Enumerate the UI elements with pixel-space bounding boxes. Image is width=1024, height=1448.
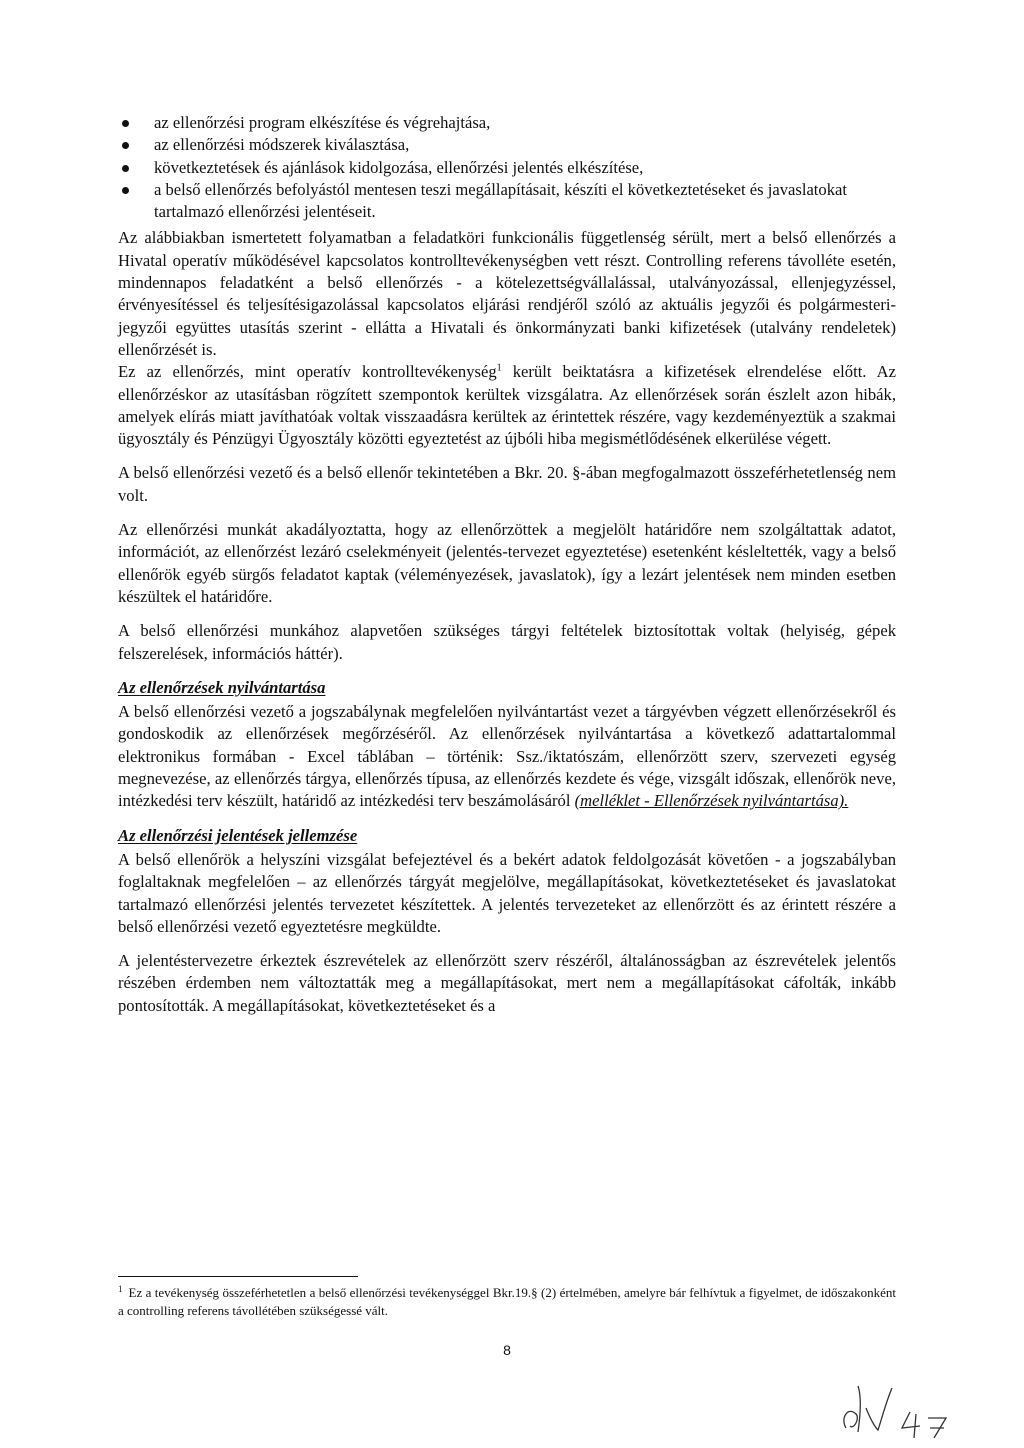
list-item: a belső ellenőrzés befolyástól mentesen teszi megállapításait, készíti el következtetéseket és javaslatokat tartalmazó ellenőrzési jelentéseit. xyxy=(118,179,896,224)
paragraph-text: A belső ellenőrzési vezető a jogszabálynak megfelelően nyilvántartást vezet a tárgyévben végzett ellenőrzésekről és gondoskodik az ellenőrzések megőrzéséről. Az ellenőrzések nyilvántartása a következő adattartalommal elektronikus formában - Excel táblában – történik: Ssz./iktatószám, ellenőrzött szerv, szervezeti egység megnevezése, az ellenőrzés tárgya, ellenőrzés típusa, az ellenőrzés kezdete és vége, vizsgált időszak, ellenőrök neve, intézkedési terv készült, határidő az intézkedési terv beszámolásáról xyxy=(118,702,896,811)
paragraph-reports: A belső ellenőrök a helyszíni vizsgálat befejeztével és a bekért adatok feldolgozását követően - a jogszabályban foglaltaknak megfelelően – az ellenőrzés tárgyát megjelölve, megállapításokat, következtetéseket és javaslatokat tartalmazó ellenőrzési jelentés tervezetet készítettek. A jelentés tervezeteket az ellenőrzött és az érintett részére a belső ellenőrzési vezető egyeztetésre megküldte. xyxy=(118,849,896,936)
footnote-marker: 1 xyxy=(118,1283,123,1294)
paragraph-text: Ez az ellenőrzés, mint operatív kontrolltevékenység xyxy=(118,362,497,382)
paragraph-obstacles: Az ellenőrzési munkát akadályoztatta, hogy az ellenőrzöttek a megjelölt határidőre nem szolgáltattak adatot, információt, az ellenőrzést lezáró cselekményeit (jelentés-tervezet egyeztetése) esetenként késleltették, vagy a belső ellenőrök egyéb sürgős feladatot kaptak (véleményezések, javaslatok), így a lezárt jelentések nem minden esetben készültek el határidőre. xyxy=(118,520,896,606)
footnote-divider xyxy=(118,1276,358,1277)
footnote-text: Ez a tevékenység összeférhetetlen a belső ellenőrzési tevékenységgel Bkr.19.§ (2) értelmében, amelyre bár felhívtuk a figyelmet, de időszakonként a controlling referens távollétében szükségessé vált. xyxy=(118,1285,896,1318)
paragraph-independence: Az alábbiakban ismertetett folyamatban a feladatköri funkcionális függetlenség sérült, mert a belső ellenőrzés a Hivatal operatív működésével kapcsolatos kontrolltevékenységben vett részt. Controlling referens távolléte esetén, mindennapos feladatként a belső ellenőrzés - a kötelezettségvállalással, utalványozással, ellenjegyzéssel, érvényesítéssel és teljesítésigazolással kapcsolatos eljárási rendjéről szóló az aktuális jegyzői és polgármesteri-jegyzői együttes utasítás szerint - ellátta a Hivatali és önkormányzati banki kifizetések (utalvány rendeletek) ellenőrzését is. xyxy=(118,228,896,359)
footnote xyxy=(118,1284,896,1320)
footnote-reference[interactable]: 1 xyxy=(496,362,502,374)
paragraph-text: került beiktatásra a kifizetések elrendelése előtt. Az ellenőrzéskor az utasításban rögzített szempontok kerültek vizsgálatra. Az ellenőrzések során észlelt azon hibák, amelyek elírás miatt javíthatóak voltak visszaadásra kerültek az érintettek részére, vagy kezdeményeztük a szakmai ügyosztály és Pénzügyi Ügyosztály közötti egyeztetést az újbóli hiba megismétlődésének elkerülése végett. xyxy=(118,362,897,449)
paragraph-operative-control xyxy=(118,361,896,450)
list-item: következtetések és ajánlások kidolgozása, ellenőrzési jelentés elkészítése, xyxy=(118,157,896,179)
list-item: az ellenőrzési program elkészítése és végrehajtása, xyxy=(118,112,896,134)
list-item: az ellenőrzési módszerek kiválasztása, xyxy=(118,134,896,156)
handwritten-signature xyxy=(836,1378,966,1440)
annex-reference[interactable]: (melléklet - Ellenőrzések nyilvántartása). xyxy=(574,791,849,811)
paragraph-records xyxy=(118,701,896,812)
section-heading-records: Az ellenőrzések nyilvántartása xyxy=(118,677,326,697)
page-number: 8 xyxy=(503,1342,511,1358)
body-text xyxy=(118,112,896,1017)
paragraph-conditions: A belső ellenőrzési munkához alapvetően szükséges tárgyi feltételek biztosítottak voltak (helyiség, gépek felszerelések, információs háttér). xyxy=(118,621,896,663)
paragraph-comments: A jelentéstervezetre érkeztek észrevételek az ellenőrzött szerv részéről, általánosságban az észrevételek jelentős részében érdemben nem változtatták meg a megállapításokat, mert nem a megállapításokat cáfolták, inkább pontosították. A megállapításokat, következtetéseket és a xyxy=(118,951,896,1015)
bullet-list xyxy=(118,112,896,223)
paragraph-conflict: A belső ellenőrzési vezető és a belső ellenőr tekintetében a Bkr. 20. §-ában megfogalmazott összeférhetetlenség nem volt. xyxy=(118,463,896,505)
section-heading-reports: Az ellenőrzési jelentések jellemzése xyxy=(118,825,358,845)
